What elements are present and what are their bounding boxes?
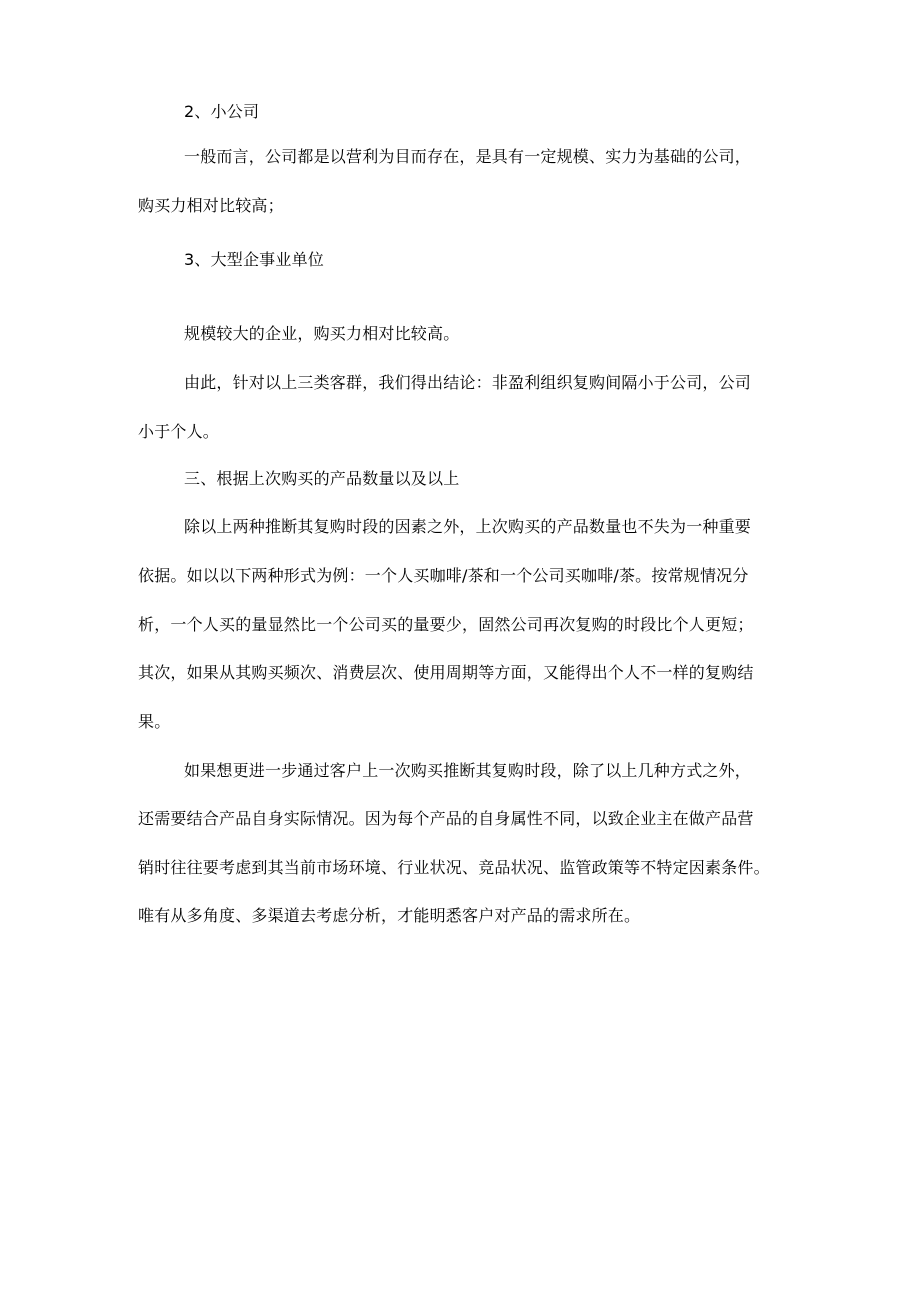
paragraph-1-line-3: 析，一个人买的量显然比一个公司买的量要少，固然公司再次复购的时段比个人更短；	[138, 615, 754, 634]
section-3-title: 3、大型企事业单位	[184, 250, 324, 269]
paragraph-2-line-1: 如果想更进一步通过客户上一次购买推断其复购时段，除了以上几种方式之外，	[184, 761, 752, 780]
paragraph-2-line-4: 唯有从多角度、多渠道去考虑分析，才能明悉客户对产品的需求所在。	[138, 906, 641, 925]
section-3-line-1: 规模较大的企业，购买力相对比较高。	[184, 324, 460, 343]
paragraph-1-line-1: 除以上两种推断其复购时段的因素之外，上次购买的产品数量也不失为一种重要	[184, 517, 752, 536]
paragraph-1-line-2: 依据。如以以下两种形式为例：一个人买咖啡/茶和一个公司买咖啡/茶。按常规情况分	[138, 566, 749, 585]
conclusion-line-1: 由此，针对以上三类客群，我们得出结论：非盈利组织复购间隔小于公司，公司	[184, 373, 752, 392]
heading-three: 三、根据上次购买的产品数量以及以上	[184, 469, 460, 488]
section-2-line-2: 购买力相对比较高；	[138, 196, 284, 215]
paragraph-2-line-2: 还需要结合产品自身实际情况。因为每个产品的自身属性不同，以致企业主在做产品营	[138, 809, 754, 828]
paragraph-1-line-5: 果。	[138, 712, 171, 731]
paragraph-2-line-3: 销时往往要考虑到其当前市场环境、行业状况、竞品状况、监管政策等不特定因素条件。	[138, 858, 770, 877]
section-2-title: 2、小公司	[184, 102, 260, 121]
paragraph-1-line-4: 其次，如果从其购买频次、消费层次、使用周期等方面，又能得出个人不一样的复购结	[138, 663, 754, 682]
section-2-line-1: 一般而言，公司都是以营利为目而存在，是具有一定规模、实力为基础的公司，	[184, 147, 752, 166]
conclusion-line-2: 小于个人。	[138, 422, 220, 441]
